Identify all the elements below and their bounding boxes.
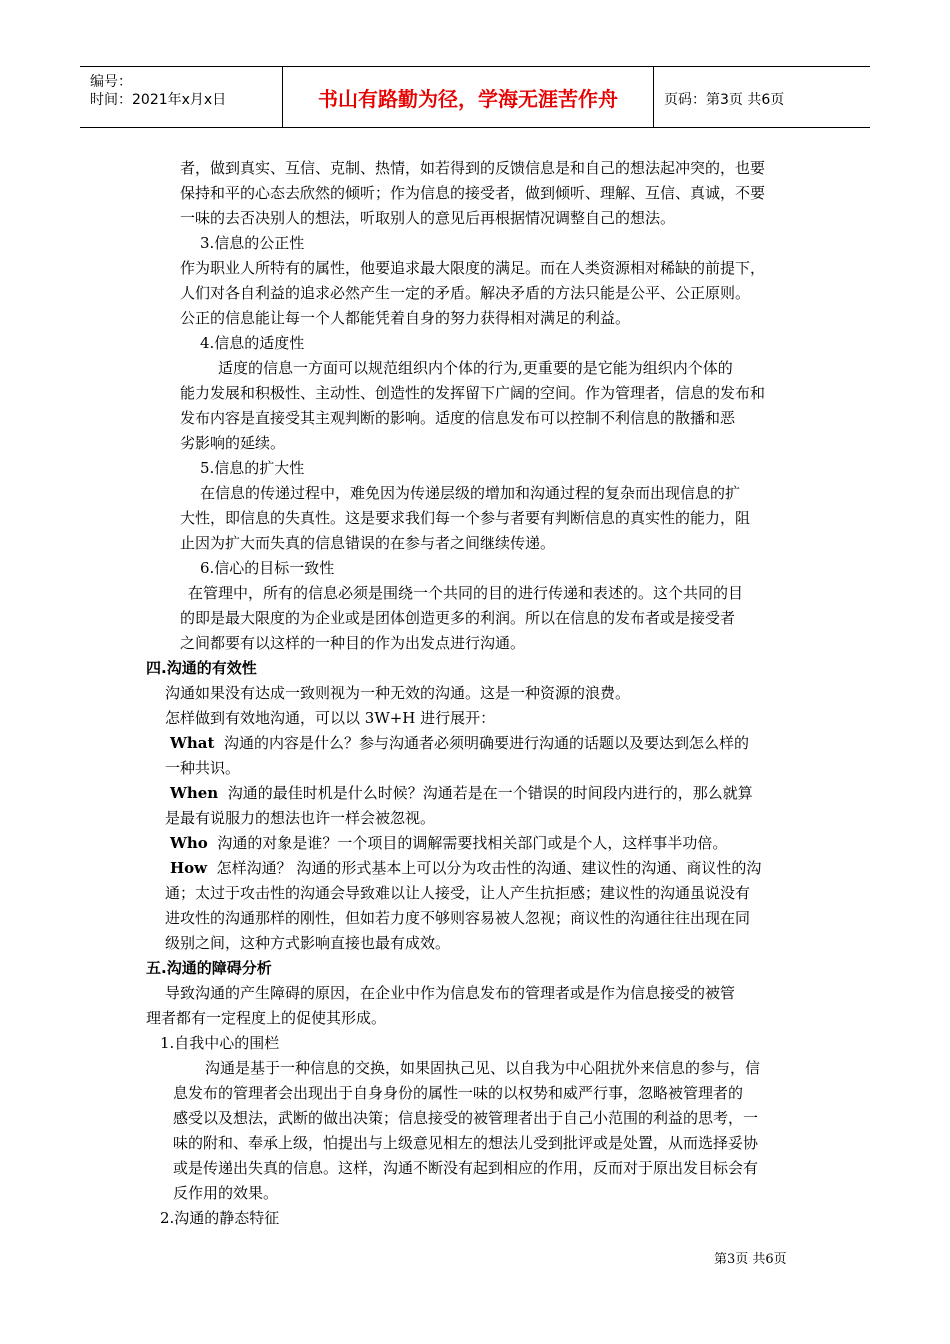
header-left-cell bbox=[80, 67, 282, 127]
paragraph-line: 息发布的管理者会出现出于自身身份的属性一味的以权势和威严行事，忽略被管理者的 bbox=[173, 1084, 744, 1102]
header-page-info: 页码：第3页 共6页 bbox=[664, 92, 785, 108]
paragraph-line: 能力发展和积极性、主动性、创造性的发挥留下广阔的空间。作为管理者，信息的发布和 bbox=[180, 384, 766, 402]
paragraph-line: 怎样做到有效地沟通，可以以 3W+H 进行展开： bbox=[165, 709, 496, 727]
subsection-title: 6.信心的目标一致性 bbox=[200, 559, 335, 577]
paragraph-line bbox=[170, 857, 761, 879]
paragraph-line: 或是传递出失真的信息。这样，沟通不断没有起到相应的作用，反而对于原出发目标会有 bbox=[173, 1159, 759, 1177]
subsection-title: 1.自我中心的围栏 bbox=[160, 1034, 280, 1052]
keyword-what: What bbox=[170, 734, 215, 752]
paragraph-line bbox=[170, 732, 749, 754]
paragraph-line bbox=[170, 832, 727, 854]
section-heading: 四.沟通的有效性 bbox=[146, 659, 257, 677]
paragraph-line: 反作用的效果。 bbox=[173, 1184, 279, 1202]
paragraph-text: 沟通的对象是谁？一个项目的调解需要找相关部门或是个人，这样事半功倍。 bbox=[217, 834, 728, 852]
paragraph-line: 之间都要有以这样的一种目的作为出发点进行沟通。 bbox=[180, 634, 526, 652]
paragraph-line: 在信息的传递过程中，难免因为传递层级的增加和沟通过程的复杂而出现信息的扩 bbox=[200, 484, 741, 502]
paragraph-line: 是最有说服力的想法也许一样会被忽视。 bbox=[165, 809, 436, 827]
subsection-title: 3.信息的公正性 bbox=[200, 234, 305, 252]
paragraph-line: 感受以及想法，武断的做出决策；信息接受的被管理者出于自己小范围的利益的思考，一 bbox=[173, 1109, 759, 1127]
paragraph-line bbox=[170, 782, 753, 804]
paragraph-line: 劣影响的延续。 bbox=[180, 434, 286, 452]
paragraph-line: 理者都有一定程度上的促使其形成。 bbox=[146, 1009, 387, 1027]
paragraph-line: 发布内容是直接受其主观判断的影响。适度的信息发布可以控制不利信息的散播和恶 bbox=[180, 409, 736, 427]
header-right-cell bbox=[654, 67, 870, 127]
page-header bbox=[80, 66, 870, 128]
subsection-title: 5.信息的扩大性 bbox=[200, 459, 305, 477]
page-footer: 第3页 共6页 bbox=[714, 1252, 787, 1267]
keyword-how: How bbox=[170, 859, 208, 877]
paragraph-line: 作为职业人所特有的属性，他要追求最大限度的满足。而在人类资源相对稀缺的前提下， bbox=[180, 259, 766, 277]
paragraph-text: 怎样沟通？ 沟通的形式基本上可以分为攻击性的沟通、建议性的沟通、商议性的沟 bbox=[216, 859, 762, 877]
document-number-label: 编号： bbox=[90, 74, 132, 90]
paragraph-line: 止因为扩大而失真的信息错误的在参与者之间继续传递。 bbox=[180, 534, 556, 552]
paragraph-text: 沟通的内容是什么？参与沟通者必须明确要进行沟通的话题以及要达到怎么样的 bbox=[223, 734, 749, 752]
paragraph-line: 沟通如果没有达成一致则视为一种无效的沟通。这是一种资源的浪费。 bbox=[165, 684, 631, 702]
paragraph-line: 沟通是基于一种信息的交换，如果固执己见、以自我为中心阻扰外来信息的参与，信 bbox=[205, 1059, 761, 1077]
subsection-title: 2.沟通的静态特征 bbox=[160, 1209, 280, 1227]
header-motto-cell bbox=[282, 67, 654, 127]
subsection-title: 4.信息的适度性 bbox=[200, 334, 305, 352]
paragraph-line: 大性，即信息的失真性。这是要求我们每一个参与者要有判断信息的真实性的能力，阻 bbox=[180, 509, 751, 527]
paragraph-line: 适度的信息一方面可以规范组织内个体的行为,更重要的是它能为组织内个体的 bbox=[218, 359, 733, 377]
paragraph-line: 保持和平的心态去欣然的倾听；作为信息的接受者，做到倾听、理解、互信、真诚，不要 bbox=[180, 184, 766, 202]
paragraph-line: 导致沟通的产生障碍的原因，在企业中作为信息发布的管理者或是作为信息接受的被管 bbox=[165, 984, 736, 1002]
paragraph-line: 级别之间，这种方式影响直接也最有成效。 bbox=[165, 934, 451, 952]
keyword-when: When bbox=[170, 784, 219, 802]
paragraph-line: 一味的去否决别人的想法，听取别人的意见后再根据情况调整自己的想法。 bbox=[180, 209, 676, 227]
paragraph-line: 一种共识。 bbox=[165, 759, 241, 777]
paragraph-line: 者，做到真实、互信、克制、热情，如若得到的反馈信息是和自己的想法起冲突的，也要 bbox=[180, 159, 766, 177]
paragraph-line: 在管理中，所有的信息必须是围绕一个共同的目的进行传递和表述的。这个共同的目 bbox=[188, 584, 744, 602]
paragraph-line: 的即是最大限度的为企业或是团体创造更多的利润。所以在信息的发布者或是接受者 bbox=[180, 609, 736, 627]
paragraph-line: 人们对各自利益的追求必然产生一定的矛盾。解决矛盾的方法只能是公平、公正原则。 bbox=[180, 284, 751, 302]
paragraph-line: 进攻性的沟通那样的刚性，但如若力度不够则容易被人忽视；商议性的沟通往往出现在同 bbox=[165, 909, 751, 927]
paragraph-line: 味的附和、奉承上级，怕提出与上级意见相左的想法儿受到批评或是处置，从而选择妥协 bbox=[173, 1134, 759, 1152]
document-date-label: 时间：2021年x月x日 bbox=[90, 92, 227, 108]
paragraph-line: 通；太过于攻击性的沟通会导致难以让人接受，让人产生抗拒感；建议性的沟通虽说没有 bbox=[165, 884, 751, 902]
section-heading: 五.沟通的障碍分析 bbox=[146, 959, 272, 977]
keyword-who: Who bbox=[170, 834, 208, 852]
header-motto: 书山有路勤为径，学海无涯苦作舟 bbox=[318, 87, 618, 111]
paragraph-line: 公正的信息能让每一个人都能凭着自身的努力获得相对满足的利益。 bbox=[180, 309, 631, 327]
paragraph-text: 沟通的最佳时机是什么时候？沟通若是在一个错误的时间段内进行的，那么就算 bbox=[227, 784, 753, 802]
